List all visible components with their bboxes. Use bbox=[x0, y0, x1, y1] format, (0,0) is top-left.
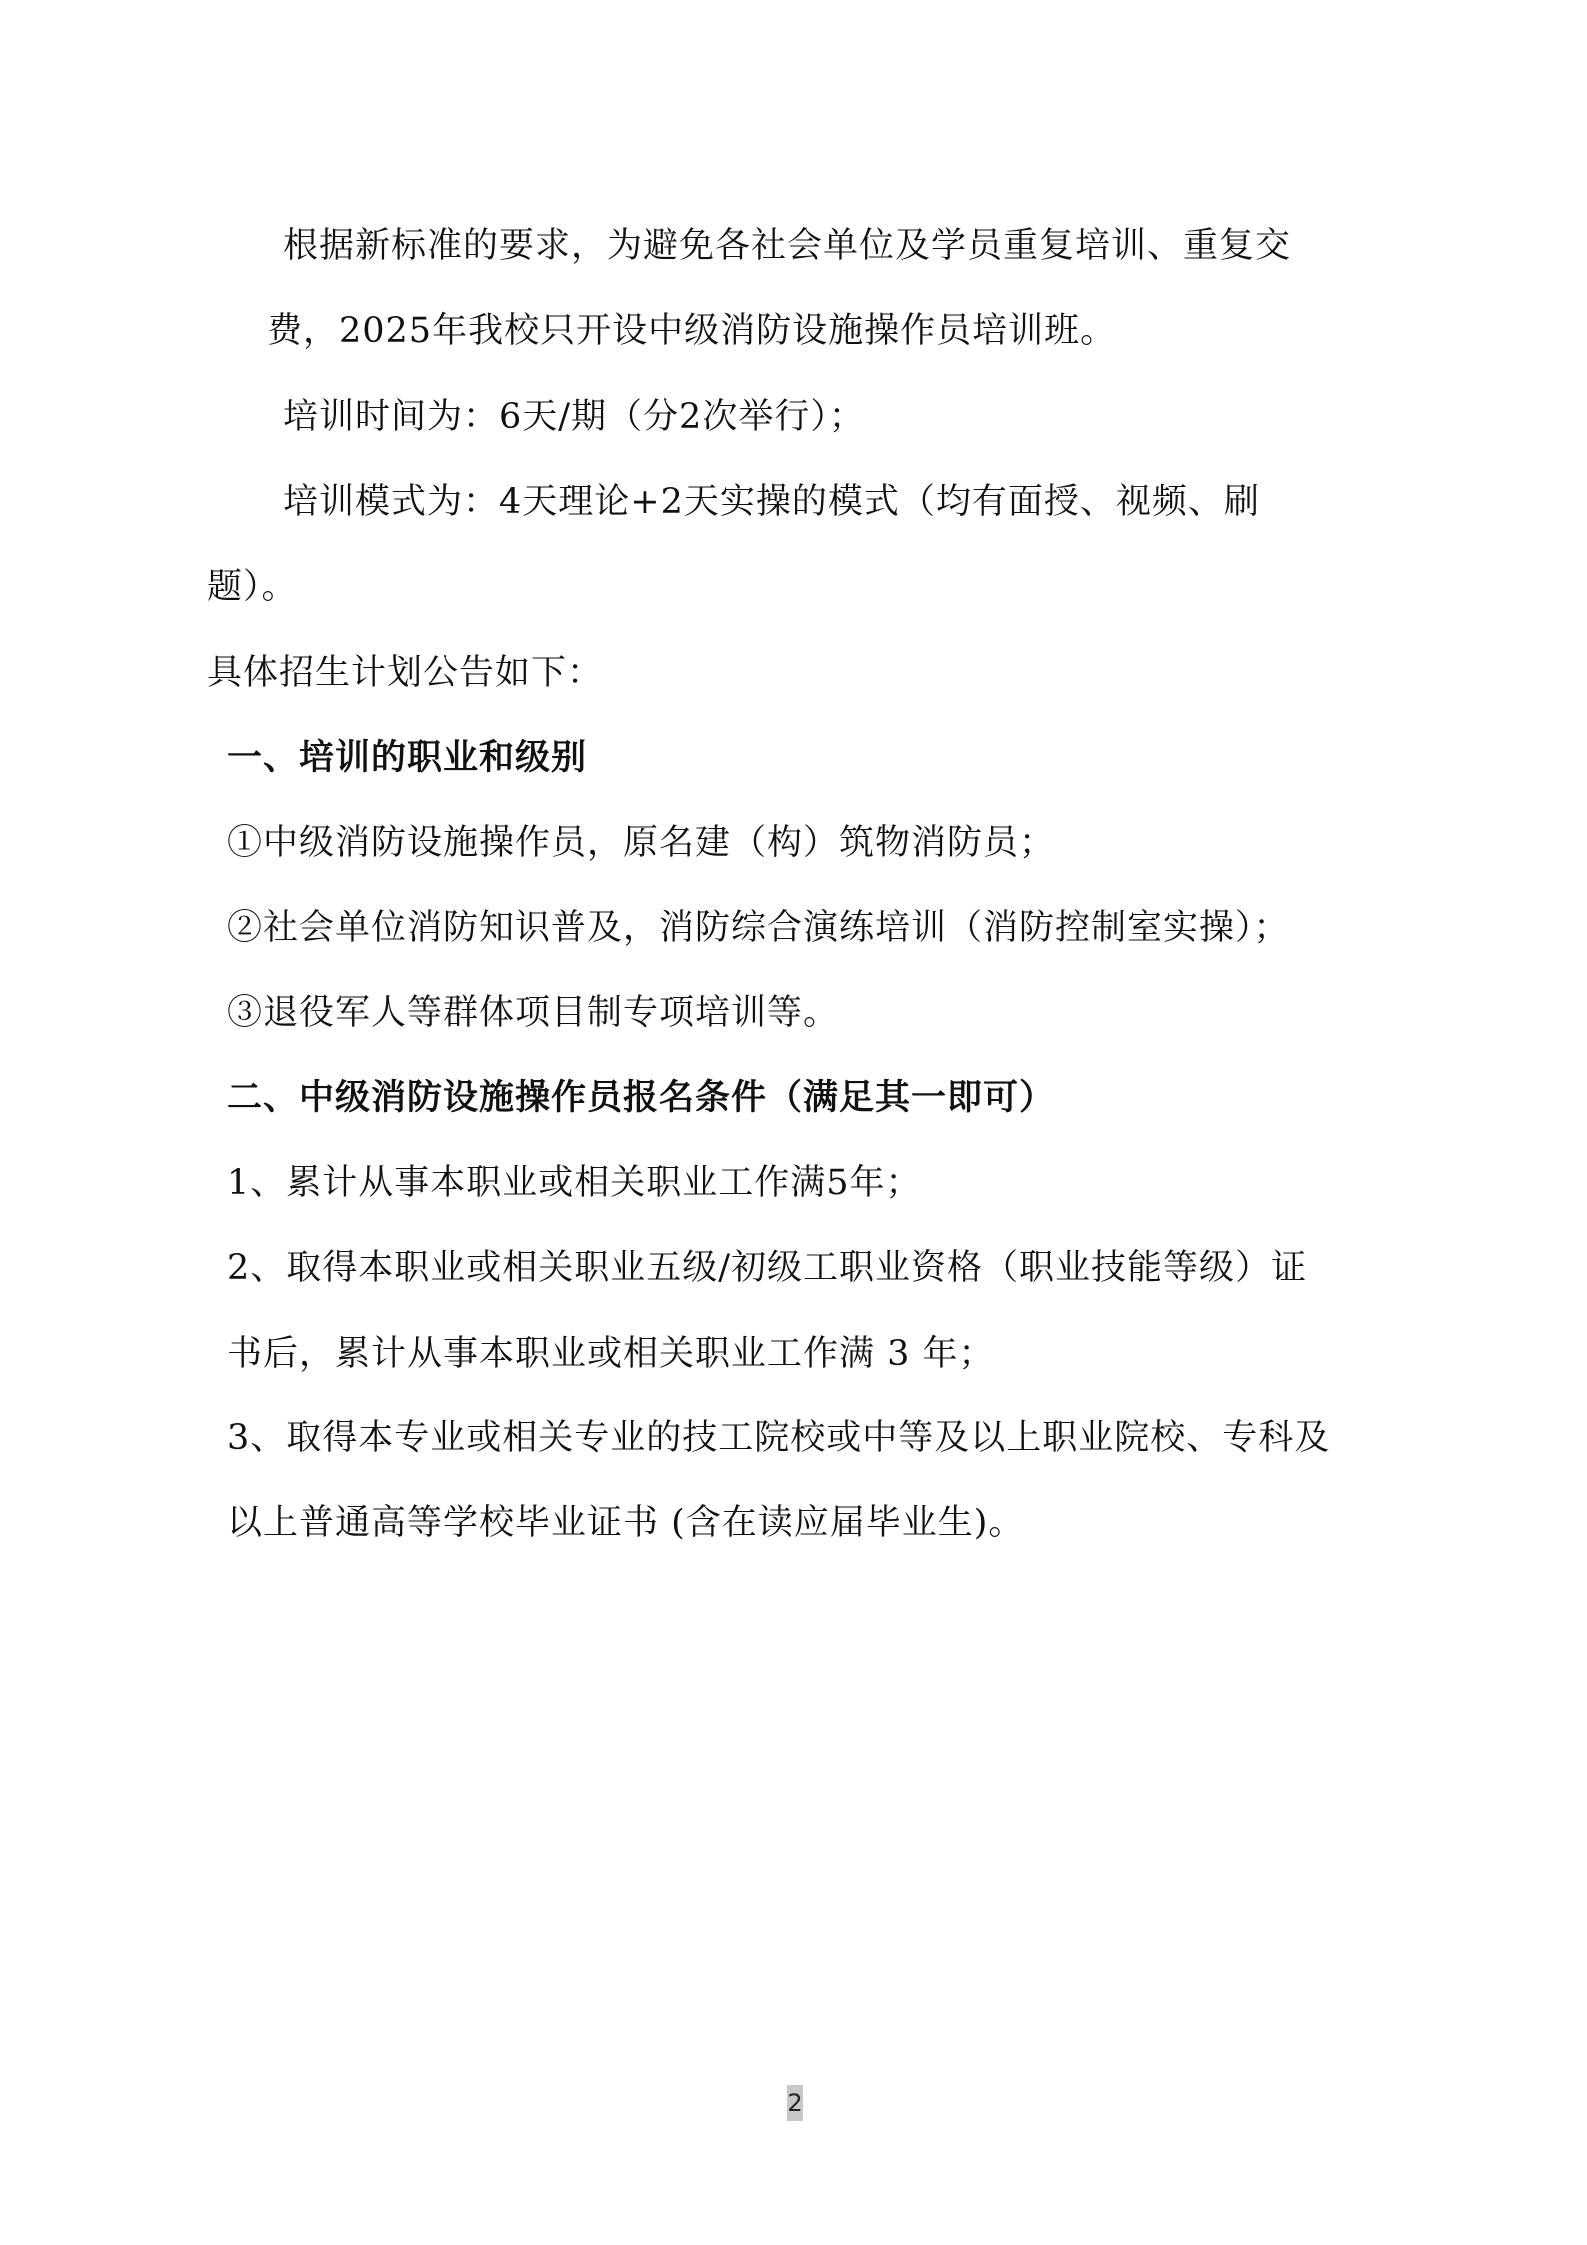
training-mode-line-2: 题）。 bbox=[207, 567, 298, 607]
condition-2-line-1: 2、取得本职业或相关职业五级/初级工职业资格（职业技能等级）证 bbox=[227, 1248, 1308, 1288]
condition-3-line-2: 以上普通高等学校毕业证书 (含在读应届毕业生)。 bbox=[227, 1503, 1025, 1543]
intro-line-2: 费，2025年我校只开设中级消防设施操作员培训班。 bbox=[267, 311, 1117, 351]
section-1-heading: 一、培训的职业和级别 bbox=[227, 737, 588, 778]
condition-1: 1、累计从事本职业或相关职业工作满5年； bbox=[227, 1163, 922, 1203]
section-1-item-3: ③退役军人等群体项目制专项培训等。 bbox=[227, 993, 840, 1033]
section-1-item-1: ①中级消防设施操作员，原名建（构）筑物消防员； bbox=[227, 823, 1056, 863]
training-mode-line-1: 培训模式为：4天理论+2天实操的模式（均有面授、视频、刷 bbox=[283, 482, 1260, 522]
section-2-heading: 二、中级消防设施操作员报名条件（满足其一即可） bbox=[227, 1077, 1056, 1118]
plan-announcement: 具体招生计划公告如下： bbox=[207, 653, 604, 693]
page-number: 2 bbox=[787, 2085, 803, 2121]
training-time: 培训时间为：6天/期（分2次举行）； bbox=[283, 397, 865, 437]
condition-3-line-1: 3、取得本专业或相关专业的技工院校或中等及以上职业院校、专科及 bbox=[227, 1418, 1331, 1458]
condition-2-line-2: 书后，累计从事本职业或相关职业工作满 3 年； bbox=[227, 1334, 995, 1374]
intro-line-1: 根据新标准的要求，为避免各社会单位及学员重复培训、重复交 bbox=[283, 226, 1292, 266]
section-1-item-2: ②社会单位消防知识普及，消防综合演练培训（消防控制室实操）； bbox=[227, 908, 1290, 948]
